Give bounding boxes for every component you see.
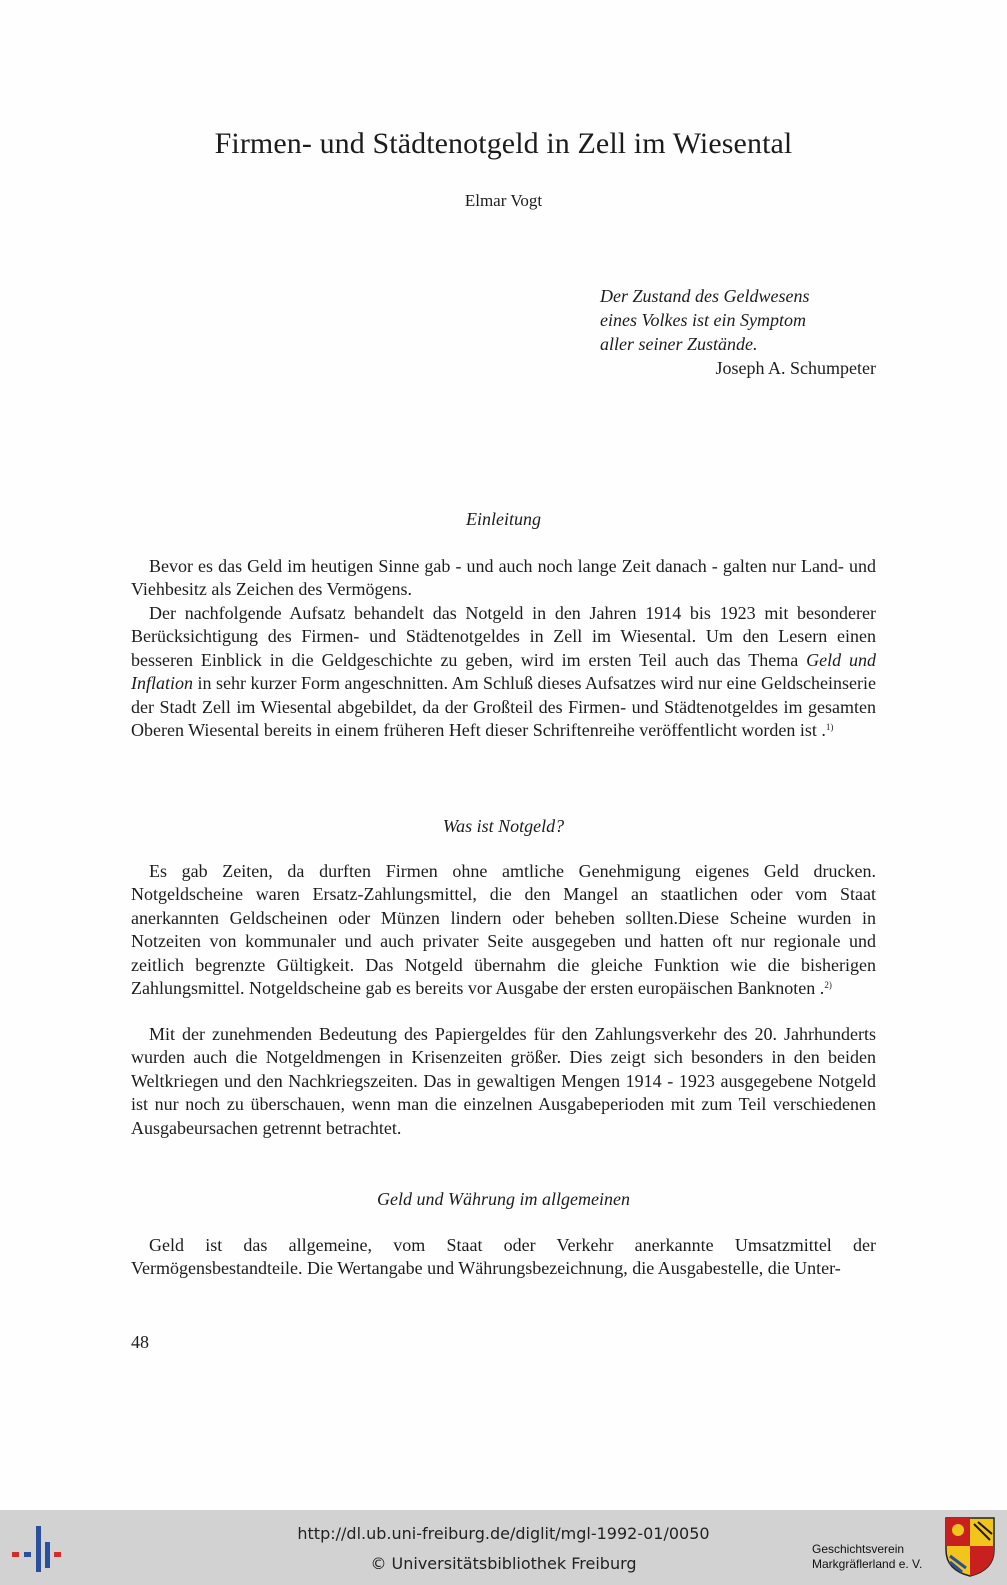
italic-term: Geld und Inflation [131,649,876,694]
paragraph: Der nachfolgende Aufsatz behandelt das Notgeld in den Jahren 1914 bis 1923 mit besonderer Berücksichtigung des Firmen- und Städtenotgeldes in Zell im Wiesental. Um den Lesern einen besseren Einblick in die Geldgeschichte zu geben, wird im ersten Teil auch das Thema Geld und Inflation in sehr kurzer Form angeschnitten. Am Schluß dieses Aufsatzes wird nur eine Geldscheinserie der Stadt Zell im Wiesental abgebildet, da der Großteil des Firmen- und Städtenotgeldes im gesamten Oberen Wiesental bereits in einem früheren Heft dieser Schriftenreihe veröffentlicht worden ist .$^{1)}$ [131,603,876,741]
article-author: Elmar Vogt [464,191,543,210]
page-number: 48 [131,1332,149,1352]
epigraph-source: Joseph A. Schumpeter [715,358,876,378]
footer-url-link[interactable]: http://dl.ub.uni-freiburg.de/diglit/mgl-1992-01/0050 [297,1524,710,1543]
footnote-ref: 1) [825,722,834,733]
epigraph-line: Der Zustand des Geldwesens [600,286,810,306]
paragraph: Geld ist das allgemeine, vom Staat oder Verkehr anerkannte Umsatzmittel der Vermögensbestandteile. Die Wertangabe und Währungsbezeichnung, die Ausgabestelle, die Unter- [131,1235,876,1279]
society-line: Geschichtsverein [812,1542,905,1556]
epigraph-line: eines Volkes ist ein Symptom [600,310,806,330]
society-line: Markgräflerland e. V. [812,1557,923,1571]
paragraph: Mit der zunehmenden Bedeutung des Papiergeldes für den Zahlungsverkehr des 20. Jahrhunderts wurden auch die Notgeldmengen in Krisenzeiten größer. Dies zeigt sich besonders in den beiden Weltkriegen und den Nachkriegszeiten. Das in gewaltigen Mengen 1914 - 1923 ausgegebene Notgeld ist nur noch zu überschauen, wenn man die einzelnen Ausgabeperioden mit zum Teil verschiedenen Ausgabeursachen getrennt betrachtet. [131,1024,876,1138]
epigraph-line: aller seiner Zustände. [600,334,758,354]
coat-of-arms-icon [944,1516,996,1578]
footnote-ref: 2) [824,980,832,991]
footer-bar [0,1510,1007,1585]
footer-copyright: © Universitätsbibliothek Freiburg [370,1554,637,1573]
society-name [812,1542,942,1572]
section-heading-notgeld: Was ist Notgeld? [442,816,565,836]
section-heading-waehrung: Geld und Währung im allgemeinen [377,1189,630,1209]
section-heading-einleitung: Einleitung [466,509,541,529]
paragraph: Bevor es das Geld im heutigen Sinne gab - und auch noch lange Zeit danach - galten nur Land- und Viehbesitz als Zeichen des Vermögens. [131,556,876,600]
epigraph [600,284,876,380]
paragraph: Es gab Zeiten, da durften Firmen ohne amtliche Genehmigung eigenes Geld drucken. Notgeldscheine waren Ersatz-Zahlungsmittel, die den Mangel an staatlichen oder vom Staat anerkannten Geldscheinen oder Münzen lindern oder beheben sollten.Diese Scheine wurden in Notzeiten von kommunaler und auch privater Seite ausgegeben und hatten oft nur regionale und zeitlich begrenzte Gültigkeit. Das Notgeld übernahm die gleiche Funktion wie die bisherigen Zahlungsmittel. Notgeldscheine gab es bereits vor Ausgabe der ersten europäischen Banknoten .$^{2)}$ [131,861,876,999]
article-title: Firmen- und Städtenotgeld in Zell im Wiesental [214,127,793,160]
